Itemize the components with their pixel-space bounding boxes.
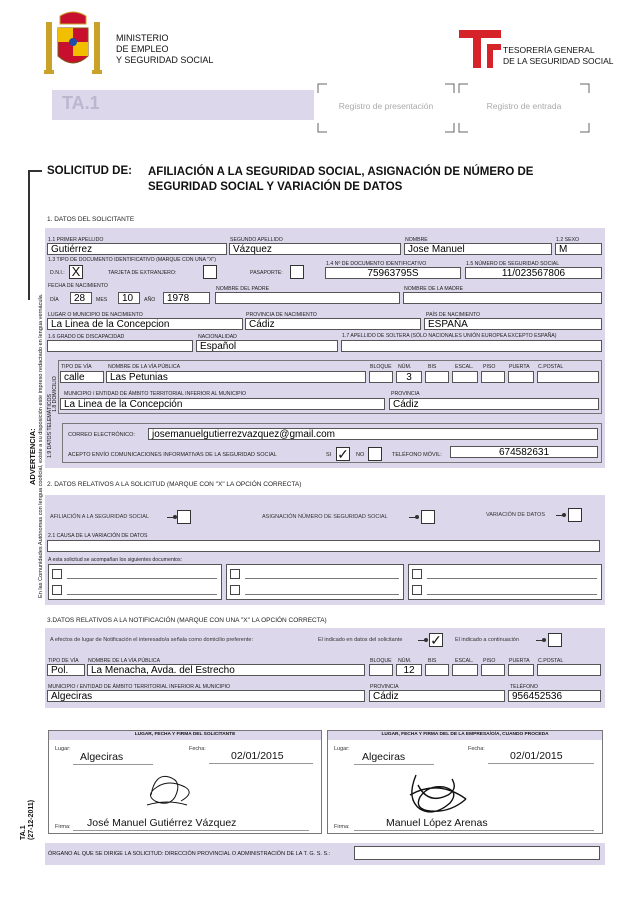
solicitud-bracket [28,170,42,172]
tgss-logo [457,24,503,70]
dni-mark: X [71,264,81,279]
correo-value: josemanuelgutierrezvazquez@gmail.com [152,429,336,440]
label-notif-num: NÚM. [398,658,412,664]
variacion-checkbox[interactable] [568,508,582,522]
side-advertencia-text: En las Comunidades Autónomas con lengua cooficial, existe a su disposición este impreso redactado en lengua vernácula. [38,293,44,598]
doc-3a-line [427,578,597,579]
notif-telefono-field[interactable] [508,690,601,702]
ministry-line: DE EMPLEO [116,44,169,54]
label-correo: CORREO ELECTRÓNICO: [68,432,135,438]
movil-field[interactable] [450,446,598,458]
doc-3b-checkbox[interactable] [412,585,422,595]
documentos-box-1[interactable] [48,564,222,600]
asignacion-checkbox[interactable] [421,510,435,524]
solicitud-title-line: AFILIACIÓN A LA SEGURIDAD SOCIAL, ASIGNACIÓN DE NÚMERO DE [148,166,534,178]
segundo-apellido-field[interactable] [229,243,401,255]
label-pasaporte: PASAPORTE: [250,270,283,276]
label-notif-cpostal: C.POSTAL [538,658,564,664]
nacionalidad-field[interactable] [196,340,338,352]
doc-3b-line [427,594,597,595]
firma-solicitante-title: LUGAR, FECHA Y FIRMA DEL SOLICITANTE [134,732,236,737]
causa-variacion-field[interactable] [47,540,600,552]
segundo-apellido-value: Vázquez [233,244,272,255]
ministry-line: Y SEGURIDAD SOCIAL [116,55,214,65]
label-tipo-via: TIPO DE VÍA [61,364,92,370]
label-nombre-padre: NOMBRE DEL PADRE [216,286,270,292]
doc-1a-checkbox[interactable] [52,569,62,579]
notif-puerta-field[interactable] [508,664,534,676]
registro-entrada-label: Registro de entrada [486,101,562,111]
tipo-via-field[interactable] [60,371,104,383]
label-notif-nombre-via: NOMBRE DE LA VÍA PÚBLICA [88,658,161,664]
si-mark: ✓ [337,446,349,462]
piso-field[interactable] [481,371,505,383]
anio-value: 1978 [167,293,190,304]
notif-num-value: 12 [403,665,415,676]
doc-1b-line [67,594,217,595]
notif-provincia-value: Cádiz [373,691,399,702]
label-asignacion: ASIGNACIÓN NÚMERO DE SEGURIDAD SOCIAL [262,514,388,520]
firma-empresa-box[interactable] [327,730,603,834]
label-tipo-documento: 1.3 TIPO DE DOCUMENTO IDENTIFICATIVO (MARQUE CON UNA "X") [48,257,216,263]
side-code [20,800,36,840]
escal-field[interactable] [452,371,478,383]
firma-solicitante-fecha: 02/01/2015 [231,750,284,762]
tesoreria-line: TESORERÍA GENERAL [503,45,595,55]
ministry-name [116,33,213,66]
label-segundo-apellido: SEGUNDO APELLIDO [230,237,283,243]
afiliacion-checkbox[interactable] [177,510,191,524]
doc-2b-line [245,594,399,595]
label-notif-tipo-via: TIPO DE VÍA [48,658,79,664]
nombre-value: Jose Manuel [408,244,465,255]
firma-solicitante-signature [137,765,207,813]
firma-empresa-title: LUGAR, FECHA Y FIRMA DEL DE LA EMPRESA/O/A, CUANDO PROCEDA [381,732,549,737]
section-2-title: 2. DATOS RELATIVOS A LA SOLICITUD (MARQUE CON "X" LA OPCIÓN CORRECTA) [47,481,302,488]
num-ss-value: 11/023567806 [501,268,566,279]
cpostal-field[interactable] [537,371,599,383]
tesoreria-line: DE LA SEGURIDAD SOCIAL [503,56,614,66]
telematicos-label: 1.9 DATOS TELEMÁTICOS [47,394,53,458]
label-notif-piso: PISO [483,658,496,664]
doc-3a-checkbox[interactable] [412,569,422,579]
provincia-nacimiento-field[interactable] [245,318,421,330]
indicado-solicitante-arrow [418,640,426,641]
num-ss-field[interactable] [465,267,602,279]
registro-entrada-box[interactable] [458,83,590,133]
tipo-via-value: calle [64,372,85,383]
registro-presentacion-box[interactable] [317,83,455,133]
bloque-field[interactable] [369,371,393,383]
notif-provincia-field[interactable] [369,690,505,702]
nacionalidad-value: Español [200,341,237,352]
provincia-nacimiento-value: Cádiz [249,319,275,330]
nombre-via-field[interactable] [106,371,366,383]
label-notif-puerta: PUERTA [509,658,530,664]
nombre-via-value: Las Petunias [110,372,168,383]
label-fecha: Fecha: [468,746,485,752]
primer-apellido-value: Gutiérrez [51,244,93,255]
pais-nacimiento-field[interactable] [424,318,602,330]
label-indicado-solicitante: El indicado en datos del solicitante [318,637,403,643]
label-notif-telefono: TELÉFONO [510,684,538,690]
acepto-no-checkbox[interactable] [368,447,382,461]
notif-piso-field[interactable] [481,664,505,676]
label-nacionalidad: NACIONALIDAD [198,334,237,340]
label-efectos-notificacion: A efectos de lugar de Notificación el interesado/a señala como domicilio preferente: [50,637,254,643]
num-value: 3 [406,372,412,383]
label-pais-nacimiento: PAÍS DE NACIMIENTO [426,312,480,318]
solicitud-title [148,165,533,195]
sexo-value: M [559,244,568,255]
label-documentos: A esta solicitud se acompañan los siguientes documentos: [48,557,183,563]
doc-2b-checkbox[interactable] [230,585,240,595]
label-notif-provincia: PROVINCIA [370,684,399,690]
label-notif-municipio: MUNICIPIO / ENTIDAD DE ÁMBITO TERRITORIAL INFERIOR AL MUNICIPIO [48,684,231,690]
notif-municipio-field[interactable] [47,690,365,702]
label-piso: PISO [483,364,496,370]
doc-2a-checkbox[interactable] [230,569,240,579]
indicado-continuacion-arrow [536,640,544,641]
notif-telefono-value: 956452536 [512,691,563,702]
label-firma: Firma: [55,824,71,830]
coat-of-arms-logo [38,8,108,80]
label-primer-apellido: 1.1 PRIMER APELLIDO [48,237,104,243]
label-bis: BIS [428,364,437,370]
correo-field[interactable] [148,428,598,440]
doc-1a-line [67,578,217,579]
indicado-solicitante-checkbox[interactable] [429,633,443,647]
dni-checkbox[interactable] [69,265,83,279]
domicilio-label: 1.8 DOMICILIO [52,376,58,412]
nombre-padre-field[interactable] [215,292,400,304]
label-sexo: 1.2 SEXO [556,237,580,243]
notif-bis-field[interactable] [425,664,449,676]
label-notif-bloque: BLOQUE [370,658,392,664]
label-lugar: Lugar: [55,746,71,752]
anio-field[interactable] [163,292,210,304]
label-indicado-continuacion: El indicado a continuación [455,637,519,643]
lugar-nacimiento-value: La Linea de la Concepcion [51,319,170,330]
notif-bloque-field[interactable] [369,664,393,676]
notif-municipio-value: Algeciras [51,691,93,702]
lugar-nacimiento-field[interactable] [47,318,243,330]
section-1-title: 1. DATOS DEL SOLICITANTE [47,216,135,223]
notif-tipo-via-field[interactable] [47,664,85,676]
provincia-value: Cádiz [393,399,419,410]
firma-empresa-nombre: Manuel López Arenas [386,817,488,829]
puerta-field[interactable] [508,371,534,383]
label-bloque: BLOQUE [370,364,392,370]
firma-empresa-lugar: Algeciras [362,751,406,763]
label-num: NÚM. [398,364,412,370]
num-documento-field[interactable] [325,267,461,279]
pais-nacimiento-value: ESPAÑA [428,319,468,330]
label-mes: MES [96,297,108,303]
doc-2a-line [245,578,399,579]
side-date-text: (27-12-2011) [28,799,35,840]
label-discapacidad: 1.6 GRADO DE DISCAPACIDAD [48,334,125,340]
notif-escal-field[interactable] [452,664,478,676]
registro-presentacion-label: Registro de presentación [338,101,434,111]
label-afiliacion: AFILIACIÓN A LA SEGURIDAD SOCIAL [50,514,150,520]
nombre-field[interactable] [404,243,552,255]
form-code: TA.1 [62,93,100,113]
label-tarjeta-extranjero: TARJETA DE EXTRANJERO: [108,270,177,276]
organo-label: ÓRGANO AL QUE SE DIRIGE LA SOLICITUD: DIRECCIÓN PROVINCIAL O ADMINISTRACIÓN DE LA T. G. S. S.: [48,851,331,857]
num-documento-value: 75963795S [367,268,419,279]
label-anio: AÑO [144,297,156,303]
label-nombre: NOMBRE [405,237,428,243]
mes-field[interactable] [118,292,140,304]
notif-num-field[interactable] [396,664,422,676]
num-field[interactable] [396,371,422,383]
label-si: SI [326,452,332,458]
notif-nombre-via-field[interactable] [87,664,365,676]
label-escal: ESCAL. [455,364,474,370]
movil-value: 674582631 [498,447,550,458]
label-cpostal: C.POSTAL [538,364,564,370]
solicitud-bracket-v [28,170,30,300]
organo-field[interactable] [354,846,600,860]
label-no: NO [356,452,365,458]
apellido-soltera-field[interactable] [341,340,602,352]
municipio-field[interactable] [60,398,385,410]
pasaporte-checkbox[interactable] [290,265,304,279]
dia-field[interactable] [70,292,92,304]
asignacion-arrow [409,517,417,518]
firma-solicitante-lugar: Algeciras [80,751,124,763]
label-movil: TELÉFONO MÓVIL: [392,452,442,458]
label-provincia: PROVINCIA [391,391,420,397]
label-puerta: PUERTA [509,364,530,370]
side-advertencia [28,320,37,880]
sexo-field[interactable] [555,243,602,255]
label-lugar-nacimiento: LUGAR O MUNICIPIO DE NACIMIENTO [48,312,143,318]
bis-field[interactable] [425,371,449,383]
afiliacion-arrow [167,517,175,518]
label-firma: Firma: [334,824,350,830]
label-notif-escal: ESCAL. [455,658,474,664]
notif-cpostal-field[interactable] [537,664,601,676]
label-fecha: Fecha: [189,746,206,752]
label-dia: DÍA [50,297,59,303]
ministry-line: MINISTERIO [116,33,169,43]
advertencia-title: ADVERTENCIA: [28,428,37,485]
label-lugar: Lugar: [334,746,350,752]
variacion-arrow [556,515,564,516]
label-num-ss: 1.5 NÚMERO DE SEGURIDAD SOCIAL [466,261,560,267]
solicitud-label: SOLICITUD DE: [47,165,132,177]
tesoreria-name [503,45,614,67]
notif-nombre-via-value: La Menacha, Avda. del Estrecho [91,665,235,676]
firma-solicitante-nombre: José Manuel Gutiérrez Vázquez [87,817,237,829]
label-municipio: MUNICIPIO / ENTIDAD DE ÁMBITO TERRITORIAL INFERIOR AL MUNICIPIO [64,391,247,397]
label-nombre-via: NOMBRE DE LA VÍA PÚBLICA [108,364,181,370]
doc-1b-checkbox[interactable] [52,585,62,595]
label-fecha-nacimiento: FECHA DE NACIMIENTO [48,283,108,289]
label-dni: D.N.I.: [50,270,65,276]
provincia-field[interactable] [389,398,599,410]
section-3-title: 3.DATOS RELATIVOS A LA NOTIFICACIÓN (MARQUE CON UNA "X" LA OPCIÓN CORRECTA) [47,617,327,624]
firma-empresa-signature [398,765,478,821]
discapacidad-field[interactable] [47,340,193,352]
firma-solicitante-box[interactable] [48,730,322,834]
label-nombre-madre: NOMBRE DE LA MADRE [404,286,464,292]
dia-value: 28 [74,293,86,304]
indicado-mark: ✓ [430,632,442,648]
label-causa-variacion: 2.1 CAUSA DE LA VARIACIÓN DE DATOS [48,533,148,539]
label-provincia-nacimiento: PROVINCIA DE NACIMIENTO [246,312,317,318]
notif-tipo-via-value: Pol. [51,665,69,676]
label-variacion: VARIACIÓN DE DATOS [486,512,545,518]
solicitud-title-line: SEGURIDAD SOCIAL Y VARIACIÓN DE DATOS [148,181,403,193]
label-apellido-soltera: 1.7 APELLIDO DE SOLTERA (SÓLO NACIONALES UNIÓN EUROPEA EXCEPTO ESPAÑA) [342,333,557,339]
nombre-madre-field[interactable] [403,292,602,304]
mes-value: 10 [122,293,134,304]
label-acepto: ACEPTO ENVÍO COMUNICACIONES INFORMATIVAS DE LA SEGURIDAD SOCIAL [68,452,277,458]
label-notif-bis: BIS [428,658,437,664]
municipio-value: La Linea de la Concepción [64,399,183,410]
tarjeta-checkbox[interactable] [203,265,217,279]
acepto-si-checkbox[interactable] [336,447,350,461]
documentos-box-3[interactable] [408,564,602,600]
label-num-documento: 1.4 Nº DE DOCUMENTO IDENTIFICATIVO [326,261,427,267]
documentos-box-2[interactable] [226,564,404,600]
indicado-continuacion-checkbox[interactable] [548,633,562,647]
primer-apellido-field[interactable] [47,243,227,255]
side-code-text: TA.1 [20,825,27,840]
firma-empresa-fecha: 02/01/2015 [510,750,563,762]
